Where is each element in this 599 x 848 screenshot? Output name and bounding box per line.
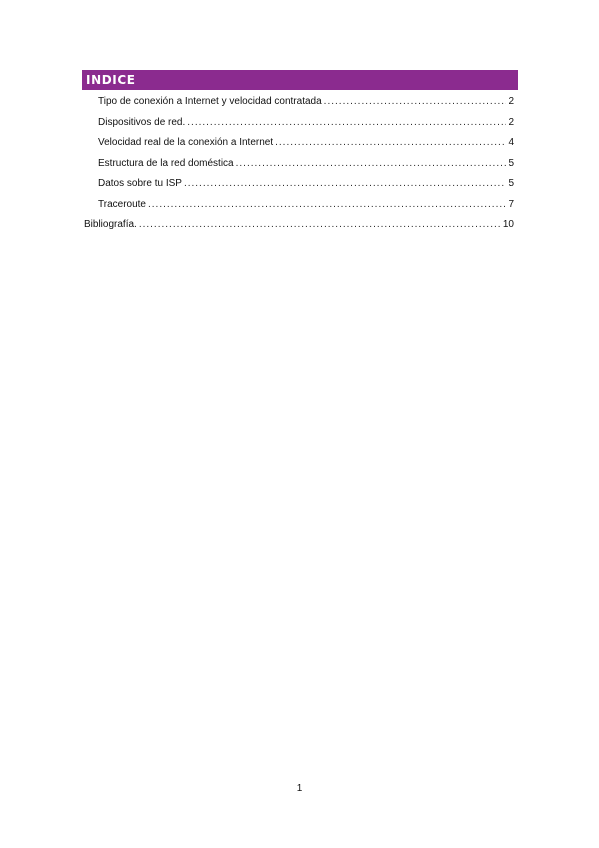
toc-entry-page: 2 (508, 116, 514, 128)
toc-entry-tipo-conexion[interactable] (82, 96, 514, 117)
toc-entry-label: Datos sobre tu ISP (98, 178, 182, 189)
toc-entry-traceroute[interactable] (82, 199, 514, 220)
toc-header-bar (82, 70, 518, 90)
toc-entry-label: Tipo de conexión a Internet y velocidad contratada (98, 96, 322, 107)
toc-entry-datos-isp[interactable] (82, 178, 514, 199)
toc-entry-page: 10 (502, 219, 514, 230)
toc-entry-bibliografia[interactable] (82, 219, 514, 240)
toc-entry-page: 5 (508, 157, 514, 169)
toc-title: INDICE (86, 73, 136, 87)
toc-entry-label: Velocidad real de la conexión a Internet (98, 137, 274, 148)
toc-entry-label: Traceroute (98, 198, 146, 210)
toc-entry-velocidad-real[interactable] (82, 137, 514, 158)
toc-dot-leader (148, 199, 506, 210)
toc-dot-leader (184, 178, 507, 189)
page-number: 1 (296, 783, 303, 794)
toc-dot-leader (187, 117, 506, 128)
toc-entry-dispositivos-red[interactable] (82, 117, 514, 138)
toc-list (82, 96, 514, 240)
toc-entry-label: Bibliografía. (84, 219, 137, 230)
toc-dot-leader (275, 137, 506, 148)
toc-entry-page: 5 (508, 178, 514, 189)
toc-entry-estructura-red[interactable] (82, 158, 514, 179)
toc-entry-label: Estructura de la red doméstica (98, 157, 234, 169)
toc-entry-label: Dispositivos de red. (98, 116, 186, 128)
toc-entry-page: 7 (508, 198, 514, 210)
toc-entry-page: 4 (508, 137, 514, 148)
toc-entry-page: 2 (508, 96, 514, 107)
toc-dot-leader (324, 96, 507, 107)
toc-dot-leader (139, 219, 501, 230)
toc-dot-leader (236, 158, 507, 169)
